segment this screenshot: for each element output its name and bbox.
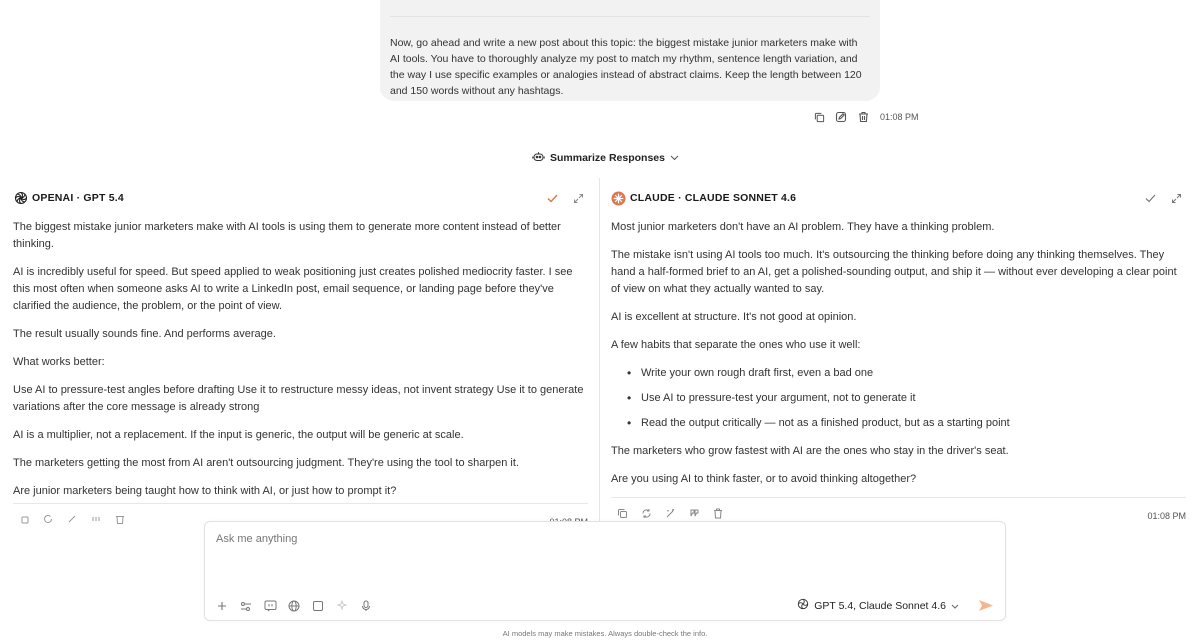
response-paragraph: AI is excellent at structure. It's not good at opinion. — [611, 311, 857, 323]
habits-list — [627, 365, 1186, 432]
quote-icon[interactable] — [90, 513, 102, 525]
model-selector[interactable] — [797, 598, 959, 613]
list-item: • Read the output critically — not as a finished product, but as a starting point — [627, 415, 1186, 432]
user-message-actions — [812, 110, 919, 124]
composer — [204, 521, 1006, 621]
response-paragraph: Most junior marketers don't have an AI problem. They have a thinking problem. — [611, 221, 995, 233]
response-paragraph: AI is a multiplier, not a replacement. If the input is generic, the output will be generic at scale. — [13, 429, 464, 441]
composer-tools — [215, 599, 373, 613]
response-paragraph: Use AI to pressure-test angles before drafting Use it to restructure messy ideas, not invent strategy Use it to generate variations after the core message is already strong — [13, 384, 584, 413]
quote-icon[interactable] — [688, 507, 700, 519]
response-paragraph: What works better: — [13, 356, 105, 368]
chevron-down-icon — [951, 600, 959, 612]
magic-wand-icon[interactable] — [664, 507, 676, 519]
list-item: • Use AI to pressure-test your argument, not to generate it — [627, 390, 1186, 407]
response-paragraph: The result usually sounds fine. And performs average. — [13, 328, 276, 340]
panel-tools — [546, 192, 588, 204]
response-body — [13, 219, 588, 500]
claude-icon — [611, 191, 626, 206]
response-body — [611, 219, 1186, 488]
user-message-text: Now, go ahead and write a new post about this topic: the biggest mistake junior marketers make with AI tools. You have to thoroughly analyze my post to match my rhythm, sentence length variation, and the way I use specific examples or analogies instead of abstract claims. Keep the length between 120 and 150 words without any hashtags. — [390, 37, 862, 97]
delete-icon[interactable] — [114, 513, 126, 525]
frame-icon[interactable] — [311, 599, 325, 613]
edit-icon[interactable] — [834, 110, 848, 124]
delete-icon[interactable] — [712, 507, 724, 519]
response-actions — [616, 507, 724, 519]
summarize-label: Summarize Responses — [550, 152, 665, 164]
response-paragraph: The marketers who grow fastest with AI are the ones who stay in the driver's seat. — [611, 445, 1009, 457]
panel-tools — [1144, 192, 1186, 204]
send-icon — [978, 599, 994, 612]
user-message-bubble — [380, 0, 880, 101]
robot-icon — [532, 151, 545, 165]
bubble-divider — [390, 16, 870, 17]
response-panel-openai — [13, 185, 588, 525]
model-selection-label: GPT 5.4, Claude Sonnet 4.6 — [814, 599, 946, 612]
mic-icon[interactable] — [359, 599, 373, 613]
send-button[interactable] — [977, 597, 995, 613]
panel-header — [13, 185, 588, 211]
copy-icon[interactable] — [812, 110, 826, 124]
select-check-icon[interactable] — [1144, 192, 1156, 204]
summarize-responses-button[interactable] — [532, 151, 679, 165]
copy-icon[interactable] — [616, 507, 628, 519]
response-paragraph: The mistake isn't using AI tools too much. It's outsourcing the thinking before doing any thinking themselves. They hand a half-formed brief to an AI, get a polished-sounding output, and ship it — without ever developing a clear point of view on what they actually wanted to say. — [611, 249, 1177, 295]
message-timestamp: 01:08 PM — [880, 112, 919, 122]
response-paragraph: AI is incredibly useful for speed. But speed applied to weak positioning just creates polished mediocrity faster. I see this most often when someone asks AI to write a LinkedIn post, email sequence, or landing page before they've clarified the audience, the problem, or the point of view. — [13, 266, 573, 312]
regenerate-icon[interactable] — [640, 507, 652, 519]
panel-divider — [599, 178, 600, 523]
response-paragraph: Are junior marketers being taught how to think with AI, or just how to prompt it? — [13, 485, 397, 497]
chevron-down-icon — [670, 152, 679, 164]
response-actions — [18, 513, 126, 525]
globe-icon[interactable] — [287, 599, 301, 613]
disclaimer: AI models may make mistakes. Always double-check the info. — [502, 629, 708, 638]
response-paragraph: The marketers getting the most from AI aren't outsourcing judgment. They're using the tool to sharpen it. — [13, 457, 519, 469]
openai-icon — [13, 191, 28, 206]
response-footer — [611, 497, 1186, 521]
list-item: • Write your own rough draft first, even a bad one — [627, 365, 1186, 382]
panel-header — [611, 185, 1186, 211]
provider-title: OPENAI · GPT 5.4 — [32, 192, 124, 204]
response-paragraph: The biggest mistake junior marketers make with AI tools is using them to generate more content instead of better thinking. — [13, 221, 561, 250]
response-paragraph: Are you using AI to think faster, or to avoid thinking altogether? — [611, 473, 917, 485]
response-paragraph: A few habits that separate the ones who use it well: — [611, 339, 861, 351]
sliders-icon[interactable] — [239, 599, 253, 613]
delete-icon[interactable] — [856, 110, 870, 124]
plus-icon[interactable] — [215, 599, 229, 613]
regenerate-icon[interactable] — [42, 513, 54, 525]
copy-icon[interactable] — [18, 513, 30, 525]
expand-icon[interactable] — [1170, 192, 1182, 204]
openai-icon — [797, 598, 809, 613]
expand-icon[interactable] — [572, 192, 584, 204]
quote-box-icon[interactable] — [263, 599, 277, 613]
sparkle-icon[interactable] — [335, 599, 349, 613]
magic-wand-icon[interactable] — [66, 513, 78, 525]
prompt-input[interactable] — [216, 533, 976, 545]
response-timestamp: 01:08 PM — [1147, 511, 1186, 521]
response-panel-claude — [611, 185, 1186, 525]
response-footer — [13, 503, 588, 504]
provider-title: CLAUDE · CLAUDE SONNET 4.6 — [630, 192, 797, 204]
select-check-icon[interactable] — [546, 192, 558, 204]
